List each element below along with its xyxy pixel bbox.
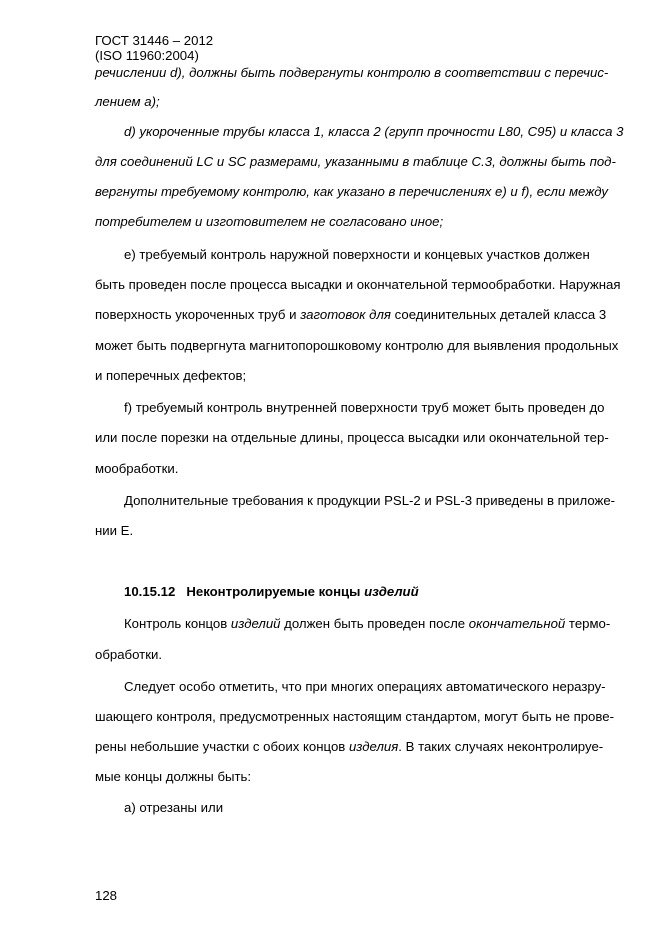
text-line: нии Е. [95, 523, 134, 538]
italic-span: окончательной [468, 616, 566, 631]
text-line: лением а); [95, 94, 160, 109]
italic-span: изделий [230, 616, 281, 631]
standard-code: ГОСТ 31446 – 2012 [95, 33, 214, 48]
text-line: речислении d), должны быть подвергнуты контролю в соответствии с перечис- [95, 65, 609, 80]
list-item-a: а) отрезаны или [124, 800, 224, 815]
text-line: мые концы должны быть: [95, 769, 252, 784]
text-span: рены небольшие участки с обоих концов [95, 739, 349, 754]
section-title-italic: изделий [364, 584, 419, 599]
text-line: быть проведен после процесса высадки и окончательной термообработки. Наружная [95, 277, 621, 292]
text-span: . В таких случаях неконтролируе- [398, 739, 604, 754]
text-span: термо- [565, 616, 611, 631]
text-span: должен быть проведен после [280, 616, 469, 631]
text-span: Контроль концов [124, 616, 231, 631]
text-span: поверхность укороченных труб и [95, 307, 301, 322]
section-number: 10.15.12 [124, 584, 176, 599]
paragraph-control [124, 616, 610, 632]
paragraph-additional: Дополнительные требования к продукции PSL-2 и PSL-3 приведены в приложе- [124, 493, 616, 508]
italic-span: заготовок для [300, 307, 391, 322]
list-item-d: d) укороченные трубы класса 1, класса 2 (групп прочности L80, C95) и класса 3 [124, 124, 624, 139]
text-line: или после порезки на отдельные длины, процесса высадки или окончательной тер- [95, 430, 609, 445]
iso-reference: (ISO 11960:2004) [95, 48, 199, 63]
text-line: потребителем и изготовителем не согласовано иное; [95, 214, 444, 229]
page-number: 128 [95, 888, 118, 903]
list-item-f: f) требуемый контроль внутренней поверхности труб может быть проведен до [124, 400, 605, 415]
italic-span: изделия [348, 739, 399, 754]
text-line: вергнуты требуемому контролю, как указано в перечислениях е) и f), если между [95, 184, 609, 199]
text-line: для соединений LC и SC размерами, указанными в таблице С.3, должны быть под- [95, 154, 616, 169]
text-line [95, 739, 603, 755]
text-line: шающего контроля, предусмотренных настоящим стандартом, могут быть не прове- [95, 709, 614, 724]
section-title: Неконтролируемые концы [186, 584, 365, 599]
text-line: обработки. [95, 647, 162, 662]
text-line: мообработки. [95, 461, 179, 476]
text-line: может быть подвергнута магнитопорошковому контролю для выявления продольных [95, 338, 619, 353]
text-line [95, 307, 606, 323]
list-item-e: е) требуемый контроль наружной поверхности и концевых участков должен [124, 247, 590, 262]
paragraph-note: Следует особо отметить, что при многих операциях автоматического неразру- [124, 679, 606, 694]
text-span: соединительных деталей класса 3 [390, 307, 607, 322]
section-heading [124, 584, 419, 600]
text-line: и поперечных дефектов; [95, 368, 247, 383]
